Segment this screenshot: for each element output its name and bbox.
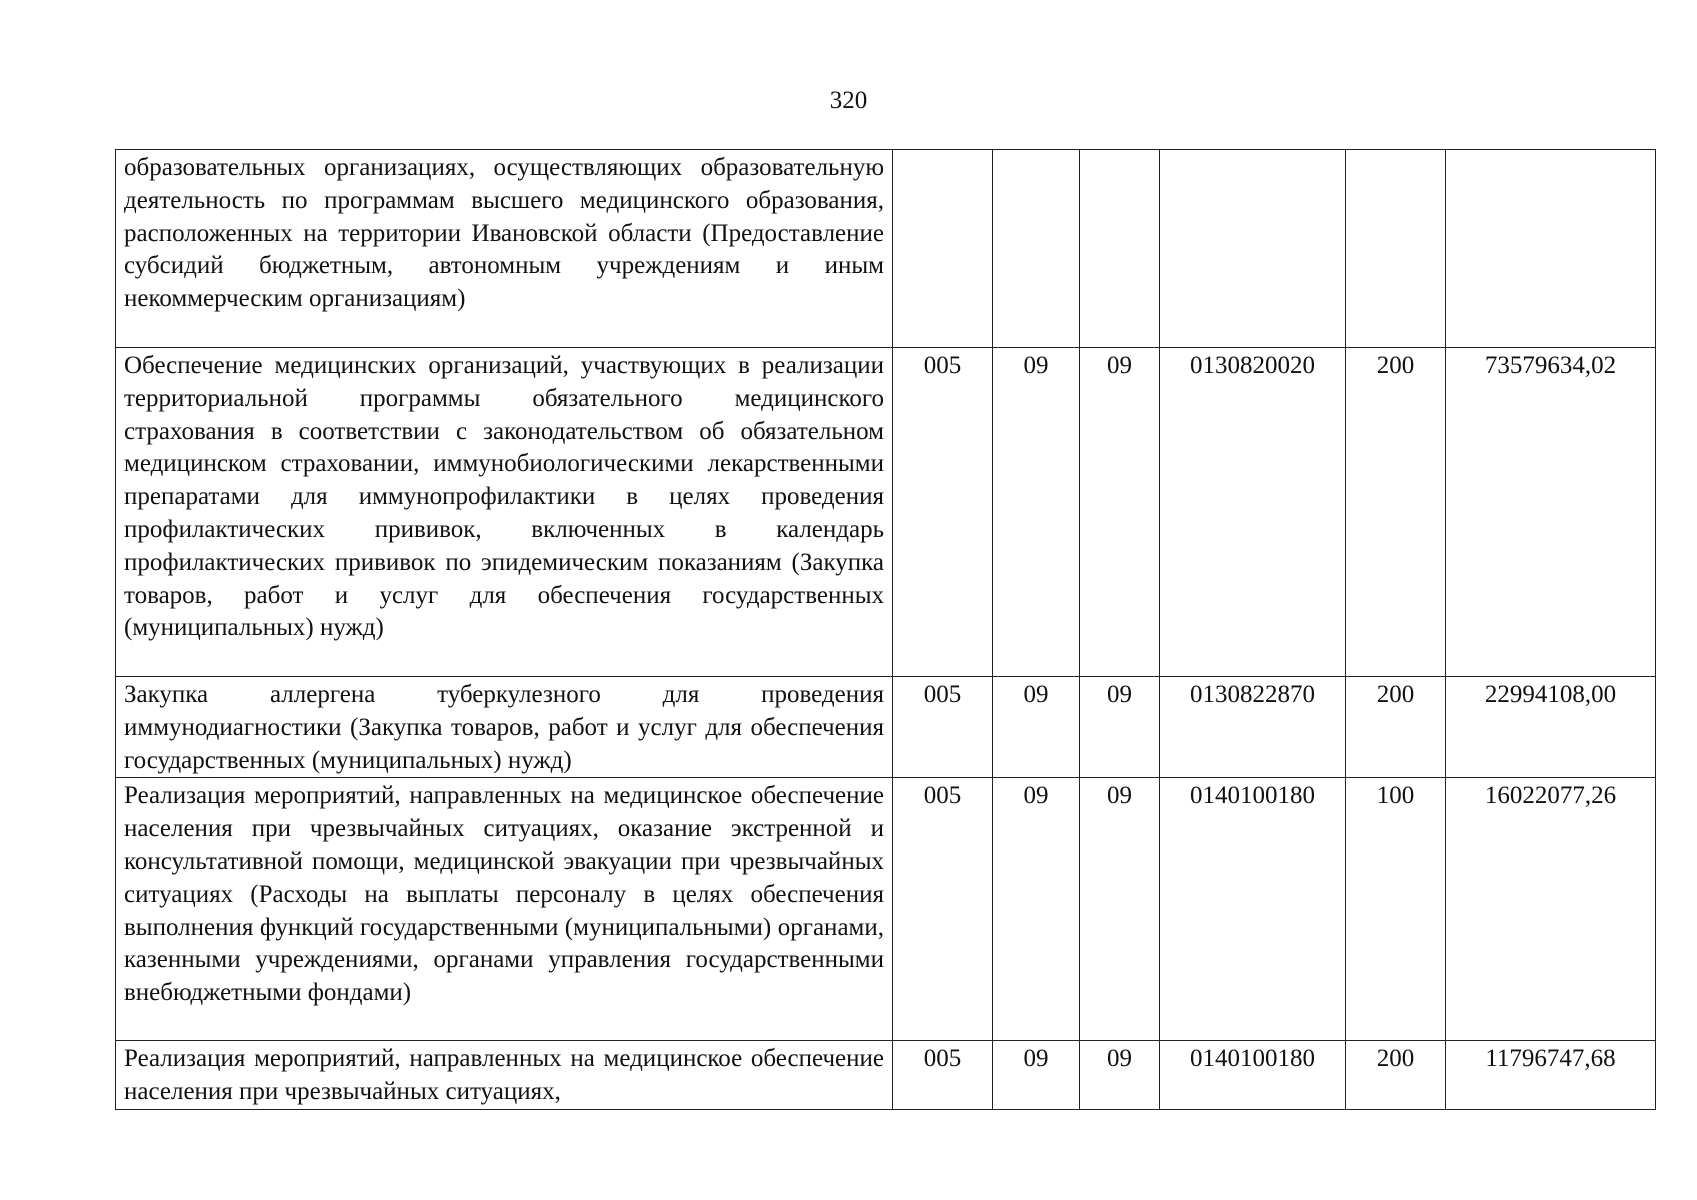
section-code [993,150,1080,348]
table-row [116,778,1656,1041]
expense-type-code: 100 [1346,778,1446,1041]
expense-type-code [1346,150,1446,348]
expense-description: Обеспечение медицинских организаций, участвующих в реализации территориальной программы обязательного медицинского страхования в соответствии с законодательством об обязательном медицинском страховании, иммунобиологическими лекарственными препаратами для иммунопрофилактики в целях проведения профилактических прививок, включенных в календарь профилактических прививок по эпидемическим показаниям (Закупка товаров, работ и услуг для обеспечения государственных (муниципальных) нужд) [116,348,893,677]
amount: 22994108,00 [1446,677,1656,778]
table-row [116,1041,1656,1110]
ministry-code: 005 [893,1041,993,1110]
expense-type-code: 200 [1346,1041,1446,1110]
expense-type-code: 200 [1346,677,1446,778]
page-number: 320 [829,87,868,114]
section-code: 09 [993,778,1080,1041]
table-row [116,150,1656,348]
expense-description: Реализация мероприятий, направленных на медицинское обеспечение населения при чрезвычайных ситуациях, оказание экстренной и консультативной помощи, медицинской эвакуации при чрезвычайных ситуациях (Расходы на выплаты персоналу в целях обеспечения выполнения функций государственными (муниципальными) органами, казенными учреждениями, органами управления государственными внебюджетными фондами) [116,778,893,1041]
ministry-code: 005 [893,677,993,778]
target-item-code: 0140100180 [1160,1041,1346,1110]
amount: 16022077,26 [1446,778,1656,1041]
target-item-code: 0130822870 [1160,677,1346,778]
subsection-code: 09 [1080,778,1160,1041]
expense-type-code: 200 [1346,348,1446,677]
amount [1446,150,1656,348]
table-row [116,348,1656,677]
target-item-code [1160,150,1346,348]
subsection-code: 09 [1080,677,1160,778]
budget-table [115,149,1656,1110]
subsection-code: 09 [1080,1041,1160,1110]
ministry-code: 005 [893,778,993,1041]
expense-description: Закупка аллергена туберкулезного для проведения иммунодиагностики (Закупка товаров, работ и услуг для обеспечения государственных (муниципальных) нужд) [116,677,893,778]
section-code: 09 [993,348,1080,677]
target-item-code: 0130820020 [1160,348,1346,677]
ministry-code [893,150,993,348]
subsection-code: 09 [1080,348,1160,677]
expense-description: образовательных организациях, осуществляющих образовательную деятельность по программам высшего медицинского образования, расположенных на территории Ивановской области (Предоставление субсидий бюджетным, автономным учреждениям и иным некоммерческим организациям) [116,150,893,348]
ministry-code: 005 [893,348,993,677]
target-item-code: 0140100180 [1160,778,1346,1041]
amount: 11796747,68 [1446,1041,1656,1110]
section-code: 09 [993,677,1080,778]
expense-description: Реализация мероприятий, направленных на медицинское обеспечение населения при чрезвычайных ситуациях, [116,1041,893,1110]
section-code: 09 [993,1041,1080,1110]
table-row [116,677,1656,778]
subsection-code [1080,150,1160,348]
amount: 73579634,02 [1446,348,1656,677]
